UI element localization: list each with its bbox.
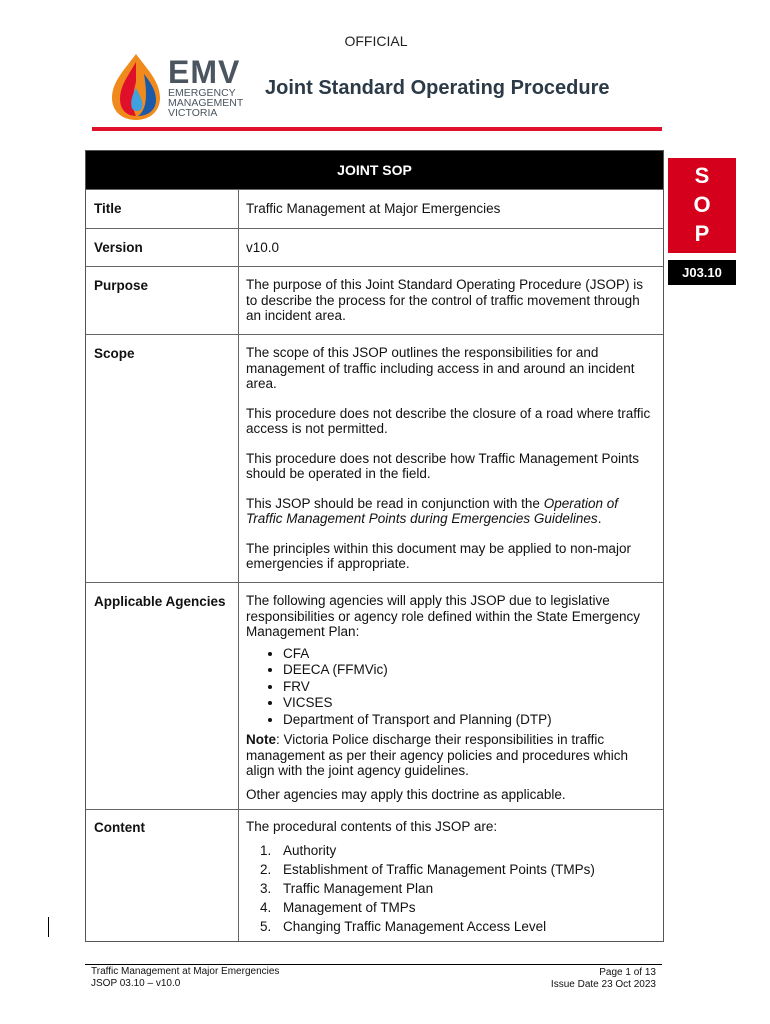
footer-page-info: [460, 967, 656, 991]
title-value: Traffic Management at Major Emergencies: [246, 201, 501, 216]
page-number: Page 1 of 13: [599, 967, 656, 978]
scope-paragraph: This procedure does not describe how Traffic Management Points should be operated in the field.: [246, 450, 639, 481]
list-item: • CFA: [283, 646, 657, 663]
content-intro: The procedural contents of this JSOP are:: [246, 819, 498, 834]
title-label: Title: [86, 190, 239, 228]
logo-subtitle: EMERGENCY MANAGEMENT VICTORIA: [168, 87, 244, 119]
list-item: • Department of Transport and Planning (DTP): [283, 712, 657, 729]
list-item: • DEECA (FFMVic): [283, 662, 657, 679]
version-value: v10.0: [246, 240, 280, 255]
agencies-note: Note: Victoria Police discharge their responsibilities in traffic management as per their agency policies and procedures which align with the joint agency guidelines.: [246, 732, 628, 778]
content-value: [239, 810, 663, 941]
agencies-value: [239, 583, 663, 809]
document-header-title: Joint Standard Operating Procedure: [265, 77, 610, 99]
scope-paragraph: This procedure does not describe the closure of a road where traffic access is not permitted.: [246, 405, 651, 436]
version-label: Version: [86, 229, 239, 266]
content-label: Content: [86, 810, 239, 941]
scope-paragraph: This JSOP should be read in conjunction with the Operation of Traffic Management Points during Emergencies Guidelines.: [246, 495, 618, 526]
table-heading: JOINT SOP: [86, 151, 663, 189]
row-version: [86, 228, 663, 266]
scope-label: Scope: [86, 335, 239, 582]
logo-brand: EMV: [168, 54, 241, 90]
row-purpose: [86, 266, 663, 334]
contents-list: [246, 841, 657, 936]
row-content: [86, 809, 663, 941]
text-cursor: [48, 917, 49, 937]
scope-paragraph: The scope of this JSOP outlines the responsibilities for and management of traffic including access in and around an incident area.: [246, 345, 635, 391]
list-item: 4. Management of TMPs: [275, 898, 657, 917]
list-item: 3. Traffic Management Plan: [275, 879, 657, 898]
purpose-label: Purpose: [86, 267, 239, 334]
agencies-intro: The following agencies will apply this JSOP due to legislative responsibilities or agency role defined within the State Emergency Management Plan:: [246, 593, 640, 639]
header-divider: [92, 127, 662, 131]
footer-divider: [85, 964, 662, 965]
agencies-other: Other agencies may apply this doctrine as applicable.: [246, 786, 566, 802]
row-scope: [86, 334, 663, 582]
list-item: 2. Establishment of Traffic Management Points (TMPs): [275, 860, 657, 879]
sop-code-badge: J03.10: [668, 260, 736, 285]
scope-value: [239, 335, 663, 582]
flame-droplet-icon: [106, 52, 166, 122]
emv-logo: [106, 52, 256, 122]
issue-date: Issue Date 23 Oct 2023: [550, 979, 656, 990]
list-item: 5. Changing Traffic Management Access Level: [275, 917, 657, 936]
list-item: • FRV: [283, 679, 657, 696]
guidelines-reference: Operation of Traffic Management Points during Emergencies Guidelines: [246, 495, 618, 526]
footer-document-info: Traffic Management at Major Emergencies JSOP 03.10 – v10.0: [91, 966, 280, 989]
joint-sop-table: [85, 150, 664, 942]
classification-label: OFFICIAL: [344, 33, 408, 49]
list-item: • VICSES: [283, 695, 657, 712]
agencies-label: Applicable Agencies: [86, 583, 239, 809]
sop-badge: S O P: [668, 158, 736, 253]
purpose-value: The purpose of this Joint Standard Operating Procedure (JSOP) is to describe the process for the control of traffic movement through an incident area.: [246, 277, 643, 323]
scope-paragraph: The principles within this document may be applied to non-major emergencies if appropriate.: [246, 540, 631, 571]
row-title: [86, 189, 663, 228]
agencies-list: [246, 646, 657, 729]
list-item: 1. Authority: [275, 841, 657, 860]
row-applicable-agencies: [86, 582, 663, 809]
